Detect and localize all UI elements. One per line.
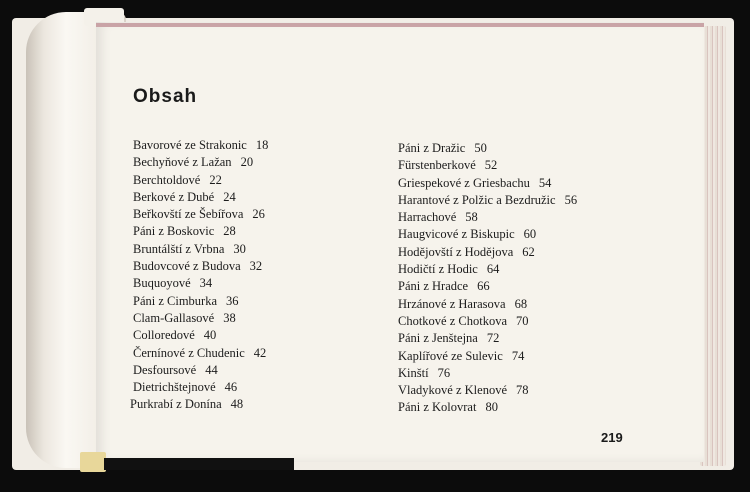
toc-entry	[133, 154, 268, 171]
toc-entry	[130, 396, 268, 413]
toc-entry-page: 44	[205, 362, 218, 377]
toc-entry	[133, 241, 268, 258]
toc-entry-name: Haugvicové z Biskupic	[398, 227, 515, 242]
toc-entry	[398, 192, 577, 209]
toc-entry	[398, 244, 577, 261]
toc-entry	[133, 275, 268, 292]
toc-entry	[398, 226, 577, 243]
toc-entry-page: 54	[538, 175, 552, 190]
toc-entry-page: 64	[486, 262, 500, 277]
toc-entry-name: Vladykové z Klenové	[398, 383, 507, 398]
toc-entry-name: Clam-Gallasové	[133, 310, 215, 325]
toc-entry-page: 76	[437, 365, 451, 380]
toc-entry	[133, 189, 268, 206]
toc-entry	[398, 313, 577, 330]
toc-entry-page: 74	[511, 348, 525, 363]
toc-entry-name: Bechyňové z Lažan	[133, 155, 232, 170]
toc-entry-name: Páni z Jenštejna	[398, 331, 478, 346]
toc-entry	[133, 223, 268, 240]
toc-entry-name: Harantové z Polžic a Bezdružic	[398, 192, 556, 207]
toc-entry-page: 34	[199, 276, 213, 291]
toc-entry	[133, 327, 268, 344]
toc-entry-name: Berkové z Dubé	[133, 189, 215, 204]
toc-entry	[398, 330, 577, 347]
toc-entry-page: 32	[249, 259, 263, 274]
toc-entry-page: 40	[203, 328, 217, 343]
page-number: 219	[601, 430, 623, 445]
page-top-edge	[96, 23, 704, 27]
toc-entry	[398, 399, 577, 416]
toc-entry-page: 70	[516, 313, 529, 328]
toc-entry-name: Hrzánové z Harasova	[398, 296, 506, 311]
toc-left-column	[130, 137, 269, 414]
toc-entry-page: 50	[474, 141, 487, 155]
toc-entry-page: 26	[252, 207, 265, 222]
toc-entry-name: Páni z Boskovic	[133, 224, 215, 239]
toc-entry	[398, 296, 577, 313]
page-title: Obsah	[133, 86, 198, 107]
toc-entry-page: 28	[223, 224, 236, 239]
toc-entry-page: 38	[223, 310, 236, 325]
toc-entry	[398, 140, 577, 157]
toc-entry-name: Páni z Dražic	[398, 141, 466, 155]
spine-bottom-cap	[80, 452, 106, 472]
toc-entry-name: Páni z Cimburka	[133, 293, 218, 308]
toc-entry-name: Berchtoldové	[133, 172, 201, 187]
toc-entry	[133, 293, 268, 310]
toc-entry	[133, 345, 268, 362]
toc-entry-name: Griespekové z Griesbachu	[398, 175, 530, 190]
toc-entry	[133, 379, 268, 396]
toc-right-column	[398, 140, 577, 417]
toc-entry-page: 60	[523, 227, 537, 242]
toc-entry-page: 78	[516, 383, 529, 398]
toc-entry-name: Dietrichštejnové	[133, 380, 216, 395]
toc-entry-page: 58	[465, 210, 478, 225]
toc-entry-page: 56	[564, 192, 578, 207]
toc-entry-name: Bavorové ze Strakonic	[133, 138, 247, 152]
toc-entry-name: Budovcové z Budova	[133, 259, 241, 274]
toc-entry-name: Buquoyové	[133, 276, 191, 291]
toc-entry-name: Purkrabí z Donína	[130, 397, 222, 412]
toc-entry	[398, 175, 577, 192]
toc-entry-name: Bruntálští z Vrbna	[133, 241, 225, 256]
toc-entry-name: Harrachové	[398, 210, 457, 225]
toc-entry	[133, 172, 268, 189]
toc-entry-page: 66	[477, 279, 490, 294]
toc-entry-page: 18	[255, 138, 269, 152]
toc-entry-page: 62	[522, 244, 535, 259]
toc-entry	[133, 362, 268, 379]
toc-entry	[398, 209, 577, 226]
toc-entry	[398, 365, 577, 382]
toc-entry-name: Fürstenberkové	[398, 158, 476, 173]
toc-entry-name: Kaplířové ze Sulevic	[398, 348, 503, 363]
toc-entry	[133, 137, 268, 154]
toc-entry	[398, 278, 577, 295]
toc-entry-name: Černínové z Chudenic	[133, 345, 245, 360]
toc-entry-page: 22	[209, 172, 222, 187]
toc-entry	[398, 157, 577, 174]
toc-entry-page: 36	[226, 293, 239, 308]
toc-entry-name: Chotkové z Chotkova	[398, 313, 508, 328]
toc-entry	[398, 348, 577, 365]
toc-entry	[398, 382, 577, 399]
page-bottom-shadow	[104, 458, 294, 470]
toc-entry-page: 52	[484, 158, 498, 173]
toc-entry-name: Desfoursové	[133, 362, 197, 377]
toc-entry	[133, 258, 268, 275]
toc-entry-name: Páni z Kolovrat	[398, 400, 477, 415]
toc-entry-name: Kinští	[398, 365, 429, 380]
toc-entry-name: Beřkovští ze Šebířova	[133, 207, 244, 222]
toc-entry-name: Hodičtí z Hodic	[398, 262, 478, 277]
toc-entry-name: Páni z Hradce	[398, 279, 469, 294]
toc-entry-name: Hodějovští z Hodějova	[398, 244, 514, 259]
toc-entry	[133, 310, 268, 327]
toc-entry-name: Colloredové	[133, 328, 195, 343]
toc-entry-page: 42	[253, 345, 267, 360]
toc-entry	[398, 261, 577, 278]
toc-entry	[133, 206, 268, 223]
toc-entry-page: 24	[223, 189, 236, 204]
toc-entry-page: 68	[514, 296, 528, 311]
toc-entry-page: 72	[486, 331, 500, 346]
toc-entry-page: 20	[240, 155, 254, 170]
toc-entry-page: 46	[224, 380, 238, 395]
toc-entry-page: 48	[230, 397, 244, 412]
toc-entry-page: 80	[485, 400, 498, 415]
toc-entry-page: 30	[233, 241, 246, 256]
